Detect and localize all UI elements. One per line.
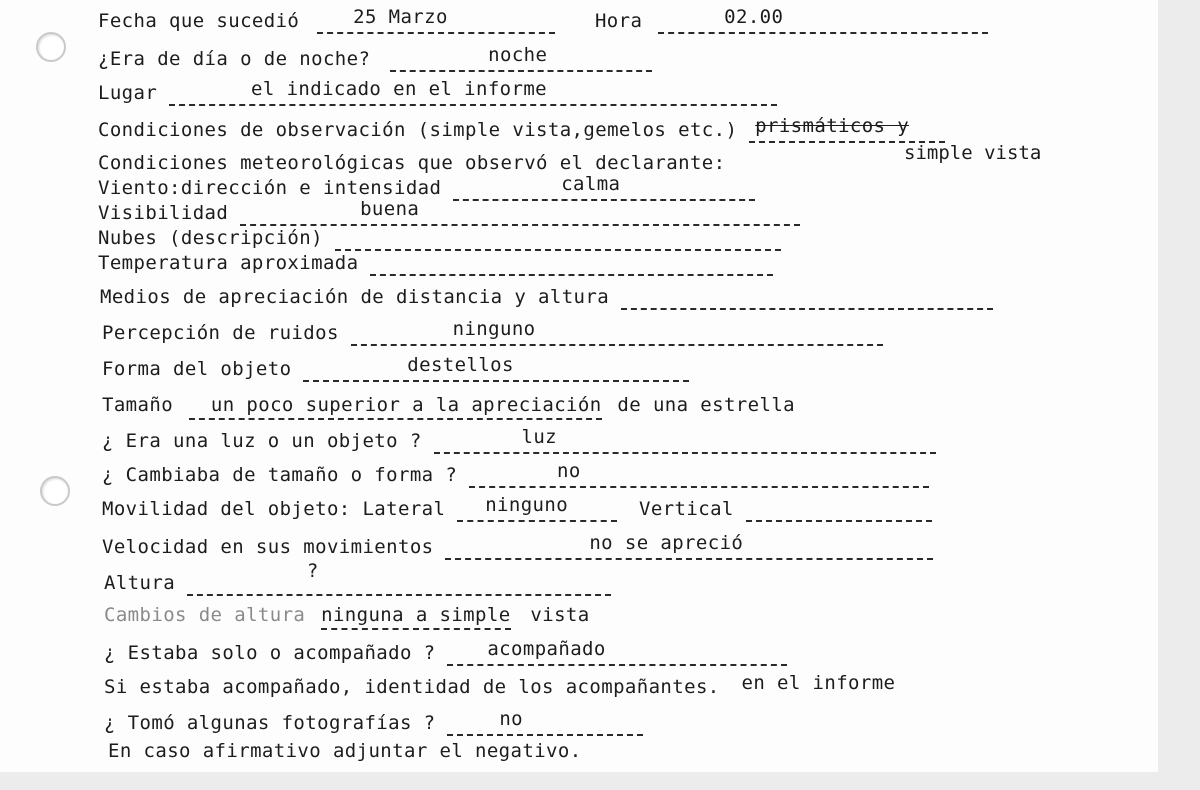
photos-row	[104, 710, 643, 736]
speed-label: Velocidad en sus movimientos	[102, 536, 434, 558]
distance-means-field	[621, 284, 993, 310]
speed-field	[445, 534, 933, 560]
altitude-change-row	[104, 602, 590, 628]
accompanied-value: acompañado	[487, 638, 606, 660]
size-label: Tamaño	[102, 394, 174, 416]
size-change-row	[102, 462, 929, 488]
mobility-lateral-value: ninguno	[485, 494, 569, 516]
altitude-label: Altura	[104, 572, 176, 594]
temperature-label: Temperatura aproximada	[98, 252, 359, 274]
wind-row	[98, 175, 755, 201]
accompanied-row	[104, 640, 787, 666]
speed-row	[102, 534, 933, 560]
light-or-object-value: luz	[521, 426, 558, 448]
noise-value: ninguno	[452, 318, 536, 340]
photos-field	[447, 710, 643, 736]
speed-value: no se apreció	[589, 532, 744, 554]
binder-hole-top	[36, 32, 66, 62]
date-value: 25 Marzo	[353, 6, 448, 28]
object-shape-row	[102, 356, 689, 382]
noise-row	[102, 320, 883, 346]
negative-note-label: En caso afirmativo adjuntar el negativo.	[108, 740, 582, 762]
temperature-field	[370, 250, 773, 276]
light-or-object-row	[102, 428, 936, 454]
noise-field	[351, 320, 883, 346]
altitude-change-value: ninguna a simple	[321, 602, 510, 630]
size-change-label: ¿ Cambiaba de tamaño o forma ?	[102, 464, 458, 486]
observation-conditions-field	[749, 117, 945, 143]
day-night-row	[98, 46, 652, 72]
companions-value: en el informe	[741, 672, 896, 694]
altitude-value: ?	[306, 560, 319, 582]
place-label: Lugar	[98, 82, 158, 104]
observation-conditions-row	[98, 117, 945, 143]
object-shape-label: Forma del objeto	[102, 358, 292, 380]
day-night-value: noche	[488, 44, 548, 66]
light-or-object-label: ¿ Era una luz o un objeto ?	[102, 430, 422, 452]
clouds-label: Nubes (descripción)	[98, 227, 323, 249]
date-field	[317, 8, 555, 34]
photos-value: no	[499, 708, 524, 730]
observation-conditions-value: prismáticos y	[755, 115, 910, 137]
size-change-value: no	[557, 460, 581, 482]
size-value: un poco superior a la apreciación	[189, 392, 602, 420]
weather-conditions-label: Condiciones meteorológicas que observó el declarante:	[98, 152, 726, 174]
date-label: Fecha que sucedió	[98, 10, 300, 32]
binder-hole-middle	[40, 476, 70, 506]
visibility-row	[98, 200, 800, 226]
visibility-label: Visibilidad	[98, 202, 229, 224]
clouds-field	[335, 225, 781, 251]
visibility-field	[240, 200, 800, 226]
weather-conditions-row	[98, 150, 725, 176]
wind-field	[453, 175, 755, 201]
place-value: el indicado en el informe	[251, 78, 548, 100]
size-row	[102, 392, 795, 418]
observation-conditions-label: Condiciones de observación (simple vista,gemelos etc.)	[98, 119, 738, 141]
altitude-change-label: Cambios de altura	[104, 604, 306, 626]
mobility-lateral-field	[457, 496, 617, 522]
object-shape-field	[303, 356, 689, 382]
size-change-field	[469, 462, 929, 488]
wind-value: calma	[561, 173, 621, 195]
companions-row	[104, 674, 895, 700]
day-night-label: ¿Era de día o de noche?	[98, 48, 371, 70]
visibility-value: buena	[360, 198, 420, 220]
day-night-field	[390, 46, 652, 72]
altitude-field	[187, 560, 611, 596]
place-field	[169, 80, 777, 106]
distance-means-label: Medios de apreciación de distancia y altura	[100, 286, 610, 308]
time-field	[658, 8, 988, 34]
mobility-lateral-label: Movilidad del objeto: Lateral	[102, 498, 446, 520]
light-or-object-field	[434, 428, 936, 454]
date-time-row	[98, 8, 988, 34]
mobility-vertical-field	[746, 496, 932, 522]
observation-conditions-value-continued: simple vista	[904, 142, 1042, 164]
clouds-row	[98, 225, 781, 251]
time-value: 02.00	[724, 6, 784, 28]
mobility-vertical-label: Vertical	[639, 498, 734, 520]
companions-label: Si estaba acompañado, identidad de los acompañantes.	[104, 676, 720, 698]
size-value-tail: de una estrella	[617, 394, 796, 416]
altitude-change-value-tail: vista	[530, 604, 590, 626]
wind-label: Viento:dirección e intensidad	[98, 177, 442, 199]
object-shape-value: destellos	[407, 354, 514, 376]
distance-means-row	[100, 284, 993, 310]
mobility-row	[102, 496, 932, 522]
negative-note-row	[108, 738, 582, 764]
noise-label: Percepción de ruidos	[102, 322, 339, 344]
altitude-row	[104, 560, 611, 596]
time-label: Hora	[594, 10, 643, 32]
accompanied-label: ¿ Estaba solo o acompañado ?	[104, 642, 436, 664]
temperature-row	[98, 250, 773, 276]
place-row	[98, 80, 777, 106]
photos-label: ¿ Tomó algunas fotografías ?	[104, 712, 436, 734]
accompanied-field	[447, 640, 787, 666]
